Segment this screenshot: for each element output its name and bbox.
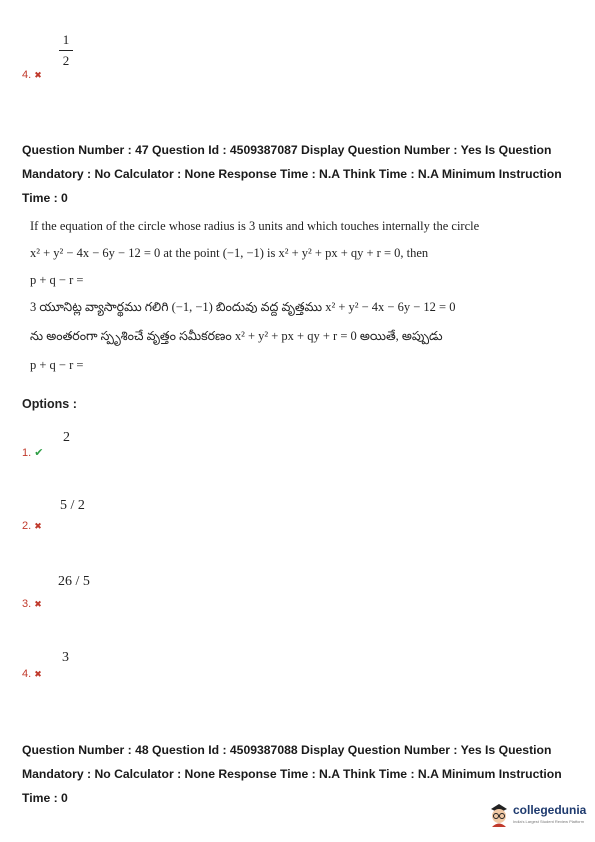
q47-meta-line-2: Mandatory : No Calculator : None Response Time : N.A Think Time : N.A Minimum Instruction (22, 167, 562, 181)
q47-question-line-2: x² + y² − 4x − 6y − 12 = 0 at the point (−1, −1) is x² + y² + px + qy + r = 0, then (30, 246, 429, 260)
option-2-value: 5 / 2 (60, 498, 85, 513)
cross-icon: ✖ (34, 522, 42, 532)
option-number: 4. (22, 69, 32, 81)
prev-option-4 (22, 63, 42, 82)
q47-question-line-4: 3 యూనిట్ల వ్యాసార్థము గలిగి (−1, −1) బిందువు వద్ద వృత్తము x² + y² − 4x − 6y − 12 = 0 (30, 300, 456, 314)
q48-meta-line-3: Time : 0 (22, 791, 68, 805)
q47-question-line-1: If the equation of the circle whose radius is 3 units and which touches internally the circle (30, 219, 480, 233)
fraction-bar (59, 50, 73, 51)
mascot-icon (488, 800, 510, 828)
fraction-denominator: 2 (62, 53, 70, 68)
option-1-value: 2 (63, 430, 70, 445)
logo-name: collegedunia (513, 803, 587, 817)
check-icon: ✔ (34, 446, 44, 459)
option-number: 3. (22, 598, 32, 610)
cross-icon: ✖ (34, 71, 42, 81)
q47-question-line-5: ను అంతరంగా స్పృశించే వృత్తం సమీకరణం x² + y² + px + qy + r = 0 అయితే, అప్పుడు (30, 329, 443, 343)
option-number: 4. (22, 668, 32, 680)
q48-meta-line-1: Question Number : 48 Question Id : 4509387088 Display Question Number : Yes Is Question (22, 743, 552, 757)
option-3-value: 26 / 5 (58, 574, 90, 589)
option-1 (22, 441, 43, 460)
option-number: 1. (22, 447, 32, 459)
cross-icon: ✖ (34, 670, 42, 680)
cross-icon: ✖ (34, 600, 42, 610)
option-number: 2. (22, 520, 32, 532)
logo-tagline: India's Largest Student Review Platform (513, 819, 585, 824)
q47-meta (22, 138, 587, 210)
option-3 (22, 592, 42, 611)
option-2 (22, 514, 42, 533)
option-4-value: 3 (62, 650, 69, 665)
option-4 (22, 662, 42, 681)
q47-question-line-6: p + q − r = (30, 358, 84, 372)
collegedunia-logo (488, 800, 588, 832)
q47-meta-line-3: Time : 0 (22, 191, 68, 205)
q48-meta-line-2: Mandatory : No Calculator : None Response Time : N.A Think Time : N.A Minimum Instruction (22, 767, 562, 781)
q47-meta-line-1: Question Number : 47 Question Id : 4509387087 Display Question Number : Yes Is Question (22, 143, 552, 157)
options-label: Options : (22, 397, 77, 411)
q47-question-line-3: p + q − r = (30, 273, 84, 287)
fraction-numerator: 1 (62, 32, 70, 47)
prev-option-4-fraction (59, 32, 73, 69)
